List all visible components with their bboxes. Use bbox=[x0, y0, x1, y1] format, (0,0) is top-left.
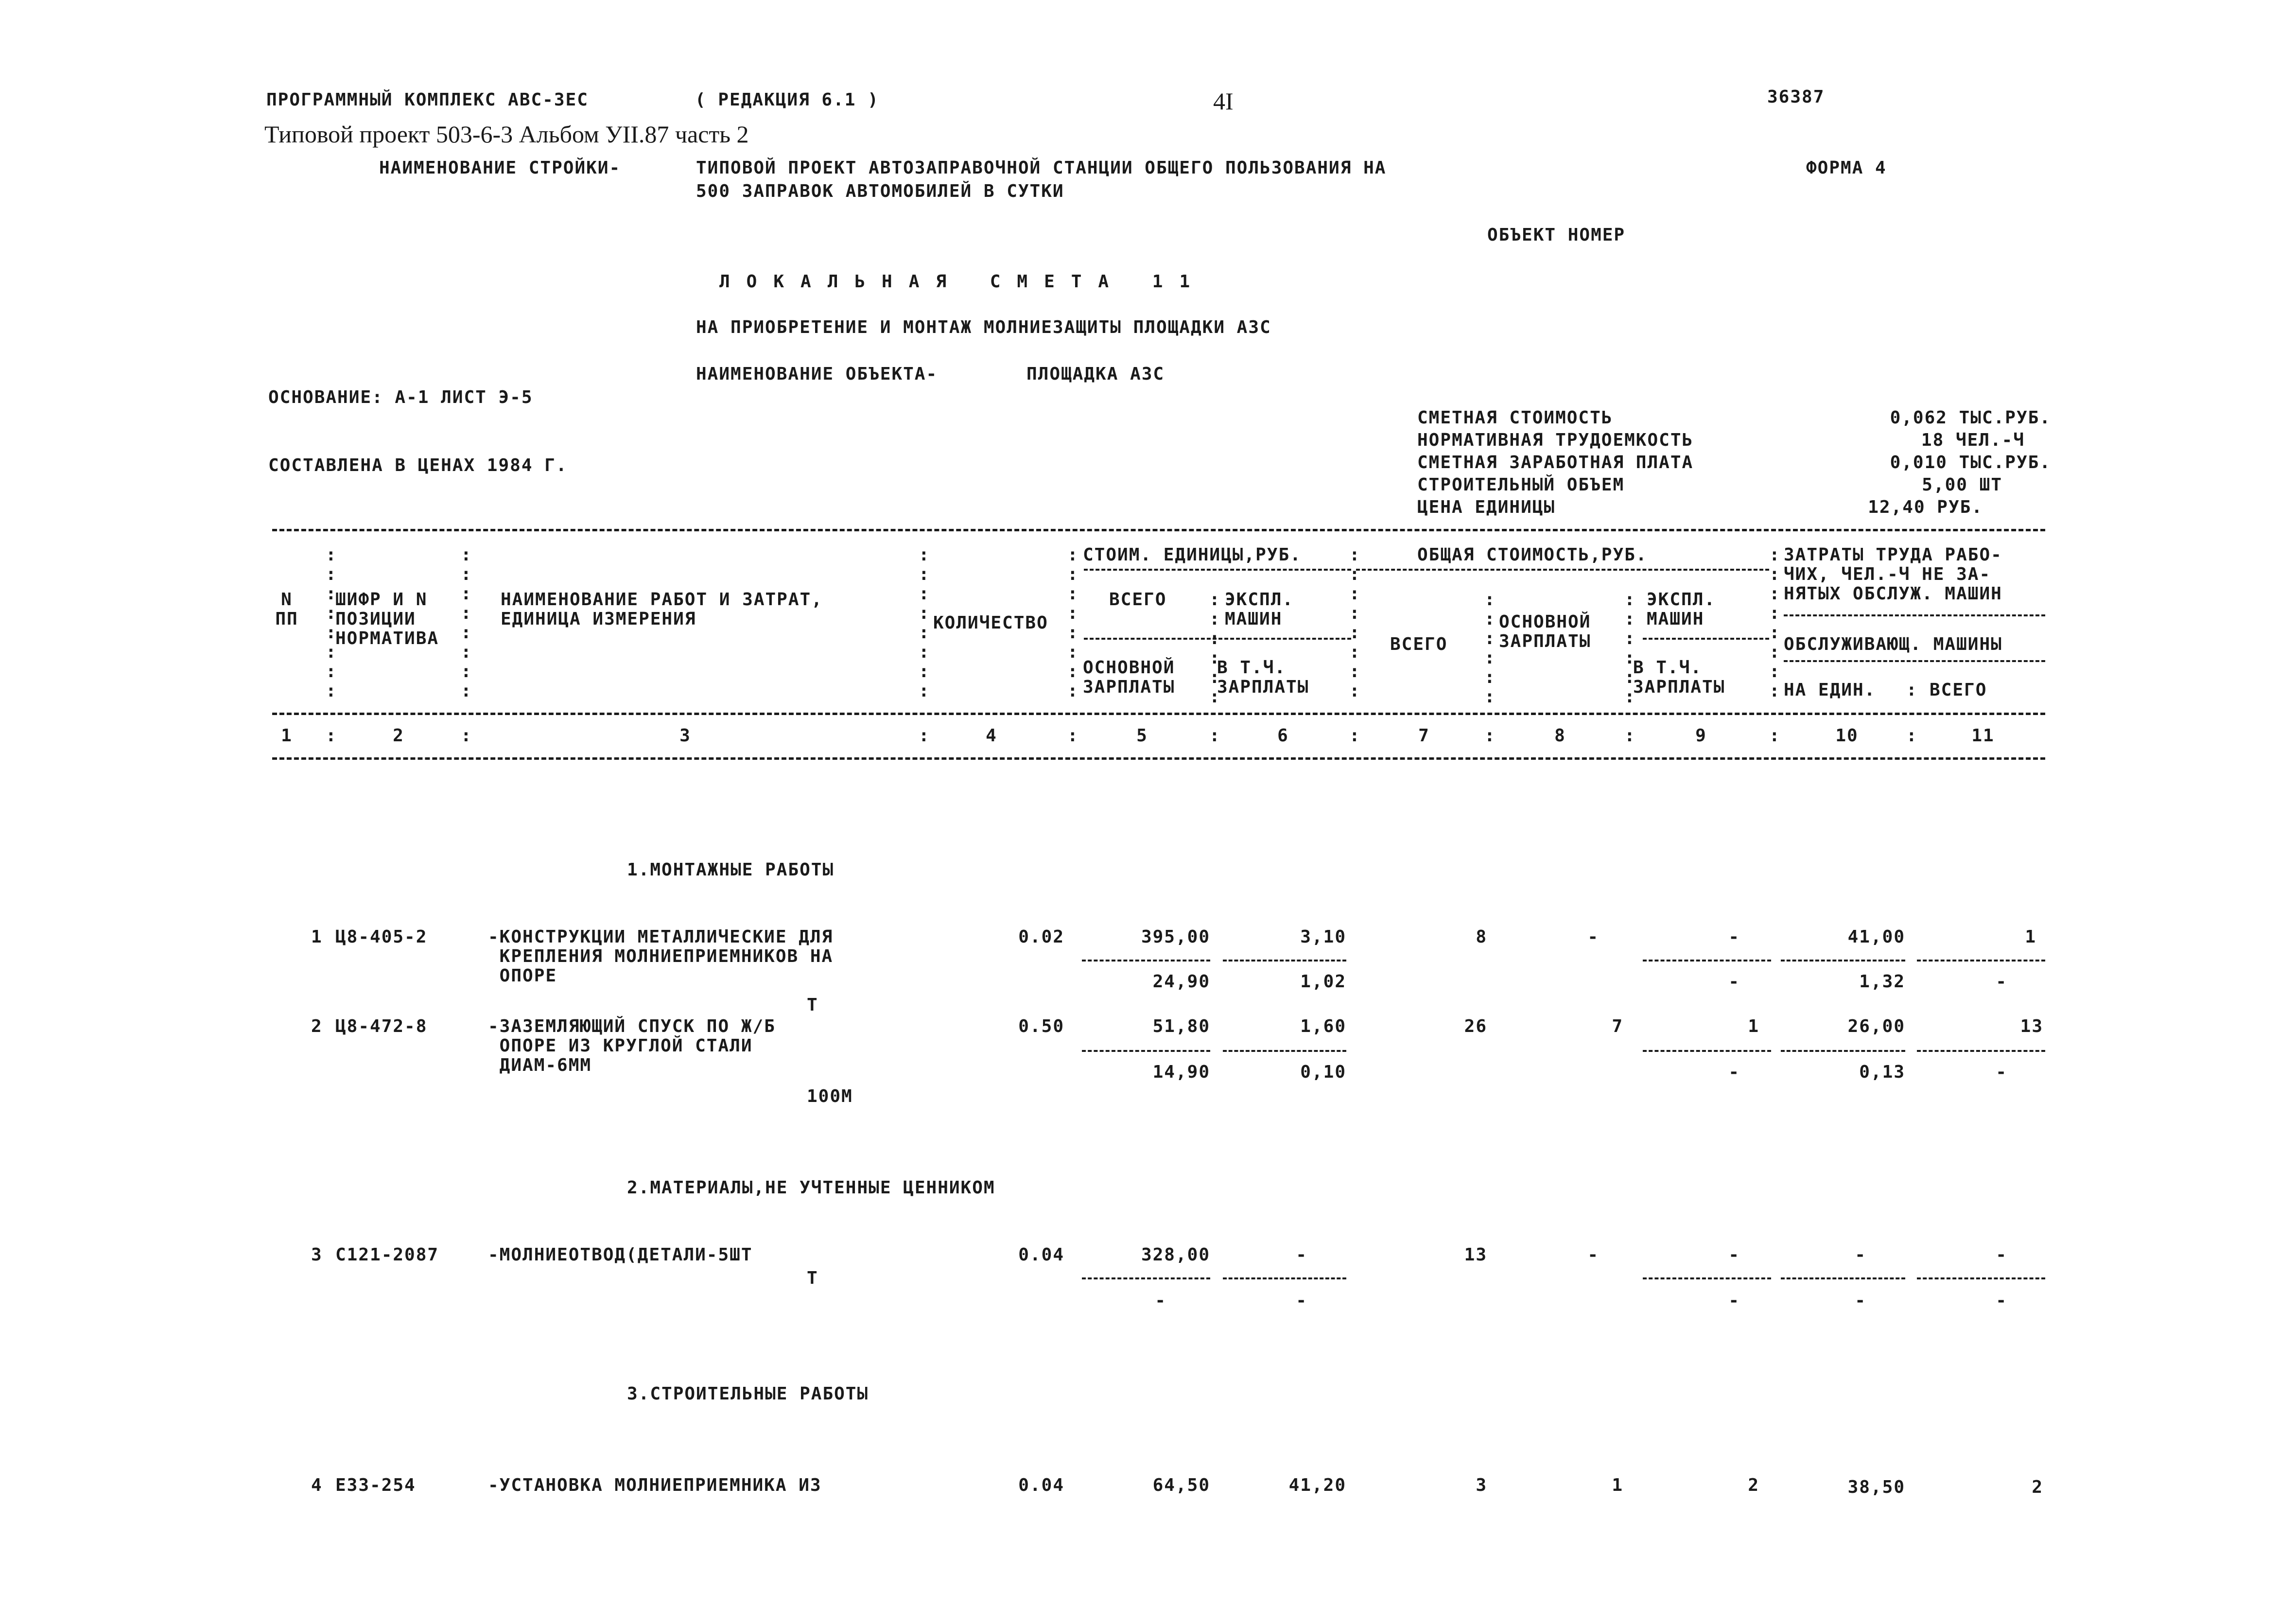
page-number: 4I bbox=[1213, 87, 1234, 115]
column-separator: : bbox=[326, 726, 337, 746]
object-label: НАИМЕНОВАНИЕ ОБЪЕКТА- bbox=[696, 364, 938, 384]
column-number: 9 bbox=[1695, 726, 1707, 746]
table-rule bbox=[272, 529, 2045, 531]
row-rule bbox=[1917, 1277, 2045, 1279]
row-unit-total: 395,00 bbox=[1141, 927, 1210, 947]
row-total-incl: - bbox=[1728, 972, 1740, 992]
row-rule bbox=[1781, 960, 1905, 961]
header-sub-rule bbox=[1784, 660, 2045, 662]
document-number: 36387 bbox=[1767, 87, 1825, 107]
site-name-line1: ТИПОВОЙ ПРОЕКТ АВТОЗАПРАВОЧНОЙ СТАНЦИИ ОБЩЕГО ПОЛЬЗОВАНИЯ НА bbox=[696, 158, 1387, 178]
header-labor-total: ВСЕГО bbox=[1930, 680, 1987, 700]
column-number: 3 bbox=[679, 726, 691, 746]
column-separator: : : : : : : bbox=[1484, 590, 1496, 707]
column-separator: : bbox=[1484, 726, 1496, 746]
summary-label: НОРМАТИВНАЯ ТРУДОЕМКОСТЬ bbox=[1417, 430, 1694, 450]
column-separator: : : : : : : bbox=[1624, 590, 1636, 707]
column-separator: : : : : : : : : bbox=[919, 545, 930, 701]
header-labor-unit: НА ЕДИН. bbox=[1784, 680, 1876, 700]
row-rule bbox=[1781, 1050, 1905, 1052]
row-code: Е33-254 bbox=[335, 1475, 416, 1495]
row-number: 4 bbox=[311, 1475, 323, 1495]
row-unit-mach: 1,60 bbox=[1300, 1016, 1346, 1036]
program-edition: ( РЕДАКЦИЯ 6.1 ) bbox=[695, 90, 879, 110]
row-unit-mach: - bbox=[1296, 1245, 1307, 1265]
row-unit: 100М bbox=[807, 1086, 853, 1106]
column-number: 1 bbox=[281, 726, 293, 746]
column-separator: : : : : : : : : bbox=[1769, 545, 1781, 701]
row-labor-unit: 41,00 bbox=[1847, 927, 1905, 947]
row-unit-incl: - bbox=[1296, 1291, 1307, 1311]
project-line: Типовой проект 503-6-3 Альбом УII.87 часть 2 bbox=[264, 121, 749, 148]
row-total: 3 bbox=[1476, 1475, 1487, 1495]
summary-label: СМЕТНАЯ СТОИМОСТЬ bbox=[1417, 408, 1613, 428]
header-total-wage: ОСНОВНОЙ ЗАРПЛАТЫ bbox=[1499, 612, 1591, 651]
row-total: 13 bbox=[1464, 1245, 1487, 1265]
site-name-line2: 500 ЗАПРАВОК АВТОМОБИЛЕЙ В СУТКИ bbox=[696, 181, 1064, 201]
row-unit-wage: 14,90 bbox=[1152, 1062, 1210, 1082]
row-total: 26 bbox=[1464, 1016, 1487, 1036]
summary-value: 0,062 ТЫС.РУБ. bbox=[1890, 408, 2051, 428]
row-rule bbox=[1223, 960, 1346, 961]
header-sub-rule bbox=[1784, 614, 2045, 616]
column-separator: : : : : : : : : bbox=[1067, 545, 1079, 701]
row-labor-unit-mach: 0,13 bbox=[1859, 1062, 1905, 1082]
header-unit-total: ВСЕГО bbox=[1109, 590, 1167, 610]
header-total-mach: ЭКСПЛ. МАШИН bbox=[1647, 590, 1716, 629]
row-rule bbox=[1643, 960, 1771, 961]
row-code: С121-2087 bbox=[335, 1245, 439, 1265]
row-total-mach: 1 bbox=[1748, 1016, 1759, 1036]
header-labor: ЗАТРАТЫ ТРУДА РАБО- ЧИХ, ЧЕЛ.-Ч НЕ ЗА- НЯТЫХ ОБСЛУЖ. МАШИН bbox=[1784, 545, 2002, 604]
summary-value: 12,40 РУБ. bbox=[1868, 497, 1983, 517]
column-number: 4 bbox=[986, 726, 997, 746]
estimate-title: ЛОКАЛЬНАЯ СМЕТА 11 bbox=[719, 272, 1207, 292]
row-labor-unit-mach: 1,32 bbox=[1859, 972, 1905, 992]
row-name: -КОНСТРУКЦИИ МЕТАЛЛИЧЕСКИЕ ДЛЯ КРЕПЛЕНИЯ МОЛНИЕПРИЕМНИКОВ НА ОПОРЕ bbox=[488, 927, 834, 986]
object-value: ПЛОЩАДКА АЗС bbox=[1026, 364, 1165, 384]
row-rule bbox=[1643, 1050, 1771, 1052]
header-col-n: N ПП bbox=[275, 590, 298, 629]
column-number: 8 bbox=[1554, 726, 1566, 746]
header-col-qty: КОЛИЧЕСТВО bbox=[933, 613, 1048, 633]
column-number: 2 bbox=[393, 726, 404, 746]
column-number: 7 bbox=[1418, 726, 1430, 746]
column-number: 5 bbox=[1136, 726, 1148, 746]
header-col-code: ШИФР И N ПОЗИЦИИ НОРМАТИВА bbox=[335, 590, 439, 648]
row-number: 3 bbox=[311, 1245, 323, 1265]
header-unit-mach: ЭКСПЛ. МАШИН bbox=[1225, 590, 1294, 629]
row-total-wage: 1 bbox=[1612, 1475, 1623, 1495]
column-separator: : : : : : : : : bbox=[461, 545, 472, 701]
column-separator: : bbox=[1067, 726, 1079, 746]
row-rule bbox=[1082, 1050, 1210, 1052]
header-unit-wage: ОСНОВНОЙ ЗАРПЛАТЫ bbox=[1083, 658, 1175, 697]
summary-label: СТРОИТЕЛЬНЫЙ ОБЪЕМ bbox=[1417, 475, 1625, 495]
row-quantity: 0.04 bbox=[1018, 1475, 1064, 1495]
row-labor-unit: - bbox=[1855, 1245, 1866, 1265]
row-rule bbox=[1082, 960, 1210, 961]
site-label: НАИМЕНОВАНИЕ СТРОЙКИ- bbox=[379, 158, 621, 178]
row-labor-unit-mach: - bbox=[1855, 1291, 1866, 1311]
row-rule bbox=[1223, 1050, 1346, 1052]
row-unit-total: 328,00 bbox=[1141, 1245, 1210, 1265]
summary-label: ЦЕНА ЕДИНИЦЫ bbox=[1417, 497, 1556, 517]
table-rule bbox=[272, 757, 2045, 760]
row-quantity: 0.04 bbox=[1018, 1245, 1064, 1265]
header-unit-incl: В Т.Ч. ЗАРПЛАТЫ bbox=[1217, 658, 1309, 697]
row-labor-total: 1 bbox=[2025, 927, 2036, 947]
summary-label: СМЕТНАЯ ЗАРАБОТНАЯ ПЛАТА bbox=[1417, 453, 1694, 472]
program-name: ПРОГРАММНЫЙ КОМПЛЕКС АВС-3ЕС bbox=[266, 90, 589, 110]
row-rule bbox=[1917, 960, 2045, 961]
form-number: ФОРМА 4 bbox=[1806, 158, 1887, 178]
column-separator: : : : : : : bbox=[1209, 590, 1221, 707]
row-name: -УСТАНОВКА МОЛНИЕПРИЕМНИКА ИЗ bbox=[488, 1475, 822, 1495]
row-total-wage: - bbox=[1587, 927, 1599, 947]
section-title: 3.СТРОИТЕЛЬНЫЕ РАБОТЫ bbox=[627, 1384, 869, 1404]
row-unit-mach: 3,10 bbox=[1300, 927, 1346, 947]
row-unit-total: 51,80 bbox=[1152, 1016, 1210, 1036]
column-separator: : : : : : : : : bbox=[326, 545, 337, 701]
row-labor-total-mach: - bbox=[1996, 1291, 2007, 1311]
header-total-incl: В Т.Ч. ЗАРПЛАТЫ bbox=[1633, 658, 1725, 697]
column-separator: : bbox=[919, 726, 930, 746]
summary-value: 5,00 ШТ bbox=[1922, 475, 2002, 495]
row-labor-total: - bbox=[1996, 1245, 2007, 1265]
row-unit: Т bbox=[807, 1268, 818, 1288]
column-number: 11 bbox=[1971, 726, 1995, 746]
column-separator: : bbox=[1624, 726, 1636, 746]
row-labor-unit: 26,00 bbox=[1847, 1016, 1905, 1036]
row-total-incl: - bbox=[1728, 1291, 1740, 1311]
header-sub-rule bbox=[1643, 638, 1769, 640]
row-unit-incl: 1,02 bbox=[1300, 972, 1346, 992]
row-name: -ЗАЗЕМЛЯЮЩИЙ СПУСК ПО Ж/Б ОПОРЕ ИЗ КРУГЛОЙ СТАЛИ ДИАМ-6ММ bbox=[488, 1016, 776, 1075]
header-sub-rule bbox=[1084, 569, 1351, 571]
basis-line: ОСНОВАНИЕ: А-1 ЛИСТ Э-5 bbox=[268, 387, 533, 407]
row-unit-wage: - bbox=[1155, 1291, 1166, 1311]
header-unit-cost: СТОИМ. ЕДИНИЦЫ,РУБ. bbox=[1083, 545, 1302, 565]
summary-value: 0,010 ТЫС.РУБ. bbox=[1890, 453, 2051, 472]
row-number: 2 bbox=[311, 1016, 323, 1036]
row-unit-wage: 24,90 bbox=[1152, 972, 1210, 992]
row-rule bbox=[1643, 1277, 1771, 1279]
row-total-wage: - bbox=[1587, 1245, 1599, 1265]
header-sub-rule bbox=[1356, 569, 1769, 571]
row-total: 8 bbox=[1476, 927, 1487, 947]
row-rule bbox=[1781, 1277, 1905, 1279]
row-unit-mach: 41,20 bbox=[1288, 1475, 1346, 1495]
row-total-mach: 2 bbox=[1748, 1475, 1759, 1495]
column-number: 10 bbox=[1835, 726, 1859, 746]
row-code: Ц8-472-8 bbox=[335, 1016, 428, 1036]
column-separator: : bbox=[1349, 726, 1361, 746]
table-rule bbox=[272, 713, 2045, 715]
row-rule bbox=[1223, 1277, 1346, 1279]
row-rule bbox=[1917, 1050, 2045, 1052]
row-labor-unit: 38,50 bbox=[1847, 1477, 1905, 1497]
row-unit-total: 64,50 bbox=[1152, 1475, 1210, 1495]
row-code: Ц8-405-2 bbox=[335, 927, 428, 947]
row-quantity: 0.02 bbox=[1018, 927, 1064, 947]
row-labor-total-mach: - bbox=[1996, 972, 2007, 992]
row-labor-total: 13 bbox=[2020, 1016, 2043, 1036]
row-labor-total-mach: - bbox=[1996, 1062, 2007, 1082]
column-separator: : bbox=[1769, 726, 1781, 746]
row-unit-incl: 0,10 bbox=[1300, 1062, 1346, 1082]
prices-line: СОСТАВЛЕНА В ЦЕНАХ 1984 Г. bbox=[268, 455, 568, 475]
row-total-wage: 7 bbox=[1612, 1016, 1623, 1036]
section-title: 2.МАТЕРИАЛЫ,НЕ УЧТЕННЫЕ ЦЕННИКОМ bbox=[627, 1178, 995, 1198]
row-total-mach: - bbox=[1728, 927, 1740, 947]
column-number: 6 bbox=[1277, 726, 1289, 746]
header-total-all: ВСЕГО bbox=[1390, 634, 1448, 654]
column-separator: : bbox=[1906, 680, 1918, 700]
row-quantity: 0.50 bbox=[1018, 1016, 1064, 1036]
row-number: 1 bbox=[311, 927, 323, 947]
row-total-incl: - bbox=[1728, 1062, 1740, 1082]
header-total-cost: ОБЩАЯ СТОИМОСТЬ,РУБ. bbox=[1417, 545, 1648, 565]
row-unit: Т bbox=[807, 995, 818, 1015]
estimate-subject: НА ПРИОБРЕТЕНИЕ И МОНТАЖ МОЛНИЕЗАЩИТЫ ПЛОЩАДКИ АЗС bbox=[696, 317, 1271, 337]
column-separator: : : : : : : : : bbox=[1349, 545, 1361, 701]
row-rule bbox=[1082, 1277, 1210, 1279]
row-name: -МОЛНИЕОТВОД(ДЕТАЛИ-5ШТ bbox=[488, 1245, 753, 1265]
column-separator: : bbox=[461, 726, 472, 746]
section-title: 1.МОНТАЖНЫЕ РАБОТЫ bbox=[627, 860, 835, 880]
summary-value: 18 ЧЕЛ.-Ч bbox=[1921, 430, 2025, 450]
column-separator: : bbox=[1209, 726, 1221, 746]
row-labor-total: 2 bbox=[2032, 1477, 2043, 1497]
header-labor-mach: ОБСЛУЖИВАЮЩ. МАШИНЫ bbox=[1784, 634, 2002, 654]
header-col-name: НАИМЕНОВАНИЕ РАБОТ И ЗАТРАТ, ЕДИНИЦА ИЗМЕРЕНИЯ bbox=[501, 590, 823, 629]
row-total-mach: - bbox=[1728, 1245, 1740, 1265]
object-number: ОБЪЕКТ НОМЕР bbox=[1487, 225, 1626, 245]
column-separator: : bbox=[1906, 726, 1918, 746]
